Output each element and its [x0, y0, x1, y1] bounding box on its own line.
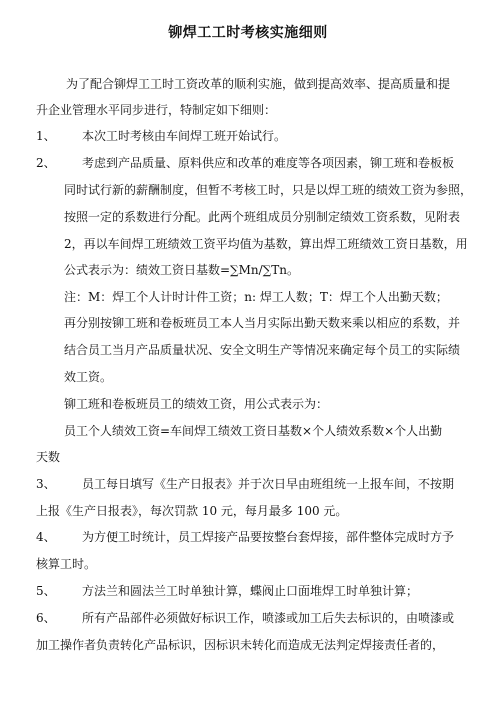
document-title: 铆焊工工时考核实施细则: [168, 25, 328, 41]
list-text-continuation: 同时试行新的薪酬制度，但暂不考核工时，只是以焊工班的绩效工资为参照，: [64, 183, 473, 197]
list-text-continuation: 按照一定的系数进行分配。此两个班组成员分别制定绩效工资系数，见附表: [64, 210, 461, 224]
note-line: 注：M：焊工个人计时计件工资；n: 焊工人数；T：焊工个人出勤天数；: [64, 290, 448, 304]
list-text: 本次工时考核由车间焊工班开始试行。: [82, 129, 287, 143]
list-text: 考虑到产品质量、原料供应和改革的难度等各项因素，铆工班和卷板板: [82, 156, 455, 170]
paragraph-line: 铆工班和卷板班员工的绩效工资，用公式表示为：: [64, 397, 329, 411]
paragraph-line: 为了配合铆焊工工时工资改革的顺利实施，做到提高效率、提高质量和提: [66, 77, 451, 91]
list-text: 为方便工时统计，员工焊接产品要按整台套焊接，部件整体完成时方予: [82, 530, 455, 544]
list-item-5: [36, 583, 418, 599]
list-text-continuation: 2，再以车间焊工班绩效工资平均值为基数，算出焊工班绩效工资日基数，用: [64, 237, 468, 251]
formula-line: 员工个人绩效工资=车间焊工绩效工资日基数×个人绩效系数×个人出勤: [64, 424, 443, 438]
list-item-6: [36, 610, 454, 626]
paragraph-line: 升企业管理水平同步进行，特制定如下细则：: [36, 103, 277, 117]
list-text-continuation: 加工操作者负责转化产品标识，因标识未转化而造成无法判定焊接责任者的，: [36, 638, 445, 652]
paragraph-line: 再分别按铆工班和卷板班员工本人当月实际出勤天数来乘以相应的系数，并: [64, 316, 461, 330]
paragraph-line: 效工资。: [64, 370, 113, 384]
paragraph-line: 天数: [36, 450, 61, 464]
formula-line: 公式表示为：绩效工资日基数=∑Mn/∑Tn。: [64, 263, 299, 277]
list-number: 2、: [36, 156, 56, 170]
list-text-continuation: 上报《生产日报表》，每次罚款 10 元，每月最多 100 元。: [36, 504, 348, 518]
list-number: 6、: [36, 611, 56, 625]
list-text: 所有产品部件必须做好标识工作，喷漆或加工后失去标识的，由喷漆或: [82, 611, 455, 625]
list-number: 4、: [36, 530, 56, 544]
list-text-continuation: 核算工时。: [36, 557, 97, 571]
paragraph-line: 结合员工当月产品质量状况、安全文明生产等情况来确定每个员工的实际绩: [64, 343, 461, 357]
list-text: 员工每日填写《生产日报表》并于次日早由班组统一上报车间，不按期: [82, 477, 455, 491]
list-number: 5、: [36, 584, 56, 598]
list-item-2: [36, 155, 454, 171]
list-text: 方法兰和圆法兰工时单独计算，蝶阀止口面堆焊工时单独计算；: [82, 584, 419, 598]
list-item-1: [36, 128, 286, 144]
list-number: 1、: [36, 129, 56, 143]
list-number: 3、: [36, 477, 56, 491]
list-item-3: [36, 476, 454, 492]
list-item-4: [36, 529, 454, 545]
